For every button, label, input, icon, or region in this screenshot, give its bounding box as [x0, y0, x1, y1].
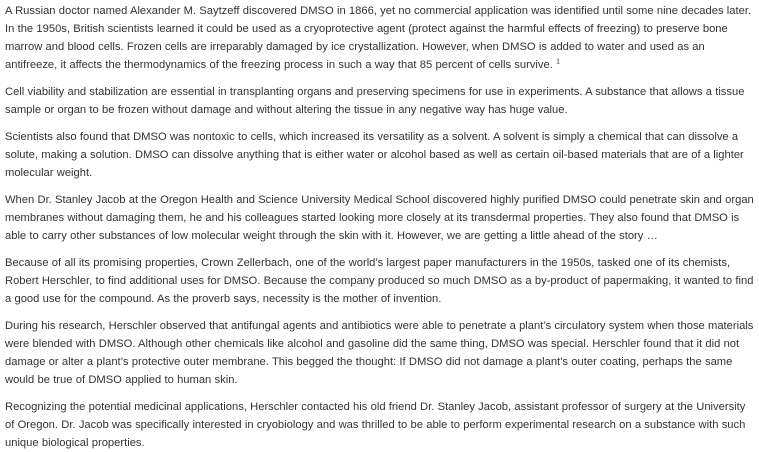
paragraph-text: Cell viability and stabilization are essential in transplanting organs and preserving specimens for use in experiments. A substance that allows a tissue sample or organ to be frozen without damage and without altering the tissue in any negative way has huge value.	[5, 86, 745, 116]
paragraph-text: Recognizing the potential medicinal applications, Herschler contacted his old friend Dr. Stanley Jacob, assistant professor of surgery at the University of Oregon. Dr. Jacob was specifically interested in cryobiology and was thrilled to be able to perform experimental research on a substance with such unique biological properties.	[5, 401, 746, 449]
paragraph-jacob-collaboration	[5, 398, 755, 452]
paragraph-solvent	[5, 128, 755, 182]
paragraph-cell-viability	[5, 83, 755, 119]
paragraph-dmso-discovery	[5, 2, 755, 74]
paragraph-text: Because of all its promising properties, Crown Zellerbach, one of the world’s largest paper manufacturers in the 1950s, tasked one of its chemists, Robert Herschler, to find additional uses for DMSO. Because the company produced so much DMSO as a by-product of papermaking, it wanted to find a good use for the compound. As the proverb says, necessity is the mother of invention.	[5, 257, 754, 305]
paragraph-text: When Dr. Stanley Jacob at the Oregon Health and Science University Medical School discovered highly purified DMSO could penetrate skin and organ membranes without damaging them, he and his colleagues started looking more closely at its transdermal properties. They also found that DMSO is able to carry other substances of low molecular weight through the skin with it. However, we are getting a little ahead of the story …	[5, 194, 754, 242]
footnote-marker[interactable]: 1	[556, 58, 561, 66]
paragraph-crown-zellerbach	[5, 254, 755, 308]
paragraph-text: During his research, Herschler observed that antifungal agents and antibiotics were able to penetrate a plant’s circulatory system when those materials were blended with DMSO. Although other chemicals like alcohol and gasoline did the same thing, DMSO was special. Herschler found that it did not damage or alter a plant’s protective outer membrane. This begged the thought: If DMSO did not damage a plant’s outer coating, perhaps the same would be true of DMSO applied to human skin.	[5, 320, 754, 386]
paragraph-transdermal	[5, 191, 755, 245]
paragraph-text: Scientists also found that DMSO was nontoxic to cells, which increased its versatility as a solvent. A solvent is simply a chemical that can dissolve a solute, making a solution. DMSO can dissolve anything that is either water or alcohol based as well as certain oil-based materials that are of a lighter molecular weight.	[5, 131, 744, 179]
paragraph-text: A Russian doctor named Alexander M. Saytzeff discovered DMSO in 1866, yet no commercial application was identified until some nine decades later. In the 1950s, British scientists learned it could be used as a cryoprotective agent (protect against the harmful effects of freezing) to preserve bone marrow and blood cells. Frozen cells are irreparably damaged by ice crystallization. However, when DMSO is added to water and used as an antifreeze, it affects the thermodynamics of the freezing process in such a way that 85 percent of cells survive.	[5, 5, 752, 71]
paragraph-herschler-research	[5, 317, 755, 389]
